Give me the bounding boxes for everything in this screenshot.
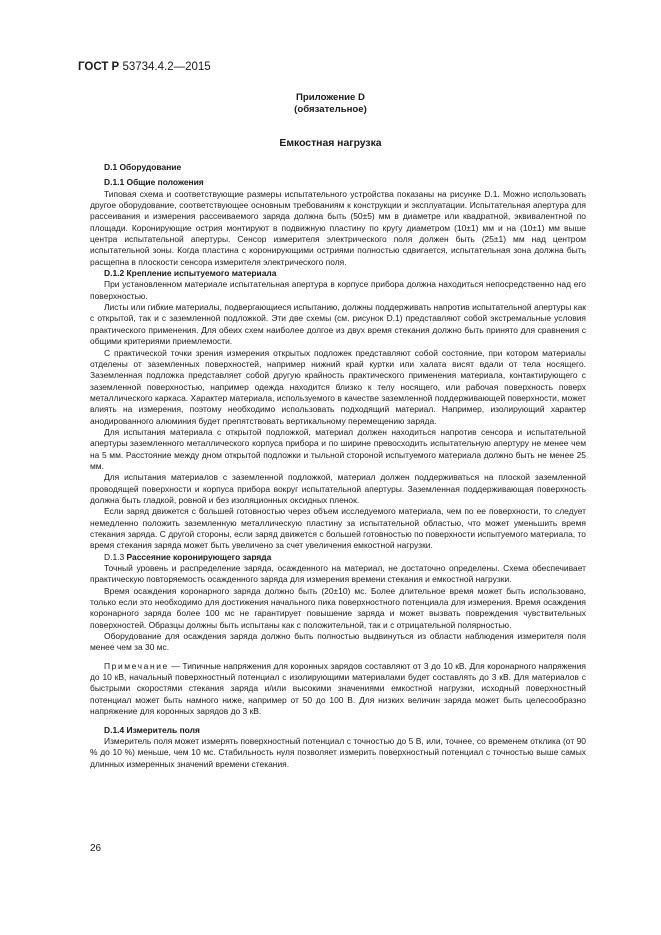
paragraph: Оборудование для осаждения заряда должно быть полностью выдвинуться из области наблюдения измерителя поля менее чем за 30 мс.	[90, 631, 586, 653]
paragraph: Точный уровень и распределение заряда, осажденного на материал, не достаточно определены. Схема обеспечивает практическую повторяемость осажденного заряда для измерения времени стекания и емкостной нагрузки.	[90, 563, 586, 585]
paragraph: Листы или гибкие материалы, подвергающиеся испытанию, должны поддерживать напротив испытательной апертуры как с открытой, так и с заземленной подложкой. Эти две схемы (см. рисунок D.1) представляют собой экстремальные условия практического применения. Для обеих схем наиболее долгое из двух время стекания должно быть принято для сравнения с общими критериями приемлемости.	[90, 302, 586, 347]
note-label: Примечание	[104, 660, 169, 671]
paragraph: Время осаждения коронарного заряда должно быть (20±10) мс. Более длительное время может быть использовано, только если это необходимо для достижения начального пика поверхностного потенциала для измерения. Время осаждения коронарного заряда более 100 мс не гарантирует повышение заряда и может вызвать повреждения чувствительных поверхностей. Образцы должны быть испытаны как с положительной, так и с отрицательной полярностью.	[90, 585, 586, 630]
section-heading: D.1.1 Общие положения	[104, 177, 204, 188]
subsection-number: D.1.4	[104, 724, 125, 735]
note	[90, 661, 586, 718]
note-text: — Типичные напряжения для коронных зарядов составляют от 3 до 10 кВ. Для коронарного напряжения до 10 кВ, начальный поверхностный потенциал с изолирующими материалами будет составлять до 3 кВ. Для материалов с быстрыми скоростями стекания заряда и/или высокими значениями емкостной нагрузки, исходный поверхностный потенциал может быть намного ниже, например от 50 до 100 В. Для низких величин заряда может быть целесообразно напряжение для коронных зарядов до 3 кВ.	[90, 660, 586, 717]
subsection-heading	[90, 725, 586, 736]
paragraph: Для испытания материала с открытой подложкой, материал должен находиться напротив сенсора и испытательной апертуры заземленного металлического корпуса прибора и по ширине превосходить испытательную апертуру не менее чем на 5 мм. Расстояние между дном открытой подложки и тыльной стороной испытуемого материала должно быть не менее 25 мм.	[90, 426, 586, 471]
subsection-number: D.1.3	[104, 551, 125, 562]
paragraph: Измеритель поля может измерять поверхностный потенциал с точностью до 5 В, или, точнее, со временем отклика (от 90 % до 10 %) меньше, чем 10 мс. Стабильность нуля позволяет измерить поверхностный потенциал с точностью выше самых длинных измеренных значений времени стекания.	[90, 735, 586, 769]
subsection-title: Измеритель поля	[126, 724, 200, 735]
paragraph: Для испытания материалов с заземленной подложкой, материал должен поддерживаться на плоской заземленной проводящей поверхности и корпуса прибора вокруг испытательной апертуры. Заземленная поддерживающая поверхность должна быть гладкой, ровной и без изоляционных оксидных пленок.	[90, 472, 586, 505]
subsection-number: D.1.2	[104, 268, 125, 279]
annex-label: Приложение D	[296, 92, 365, 103]
page-header	[78, 61, 211, 73]
document-body	[90, 162, 586, 770]
page-number: 26	[90, 843, 102, 854]
standard-number: 53734.4.2—2015	[122, 61, 211, 73]
subsection-heading	[90, 552, 586, 563]
annex-title: Емкостная нагрузка	[279, 138, 382, 149]
subsection-heading	[90, 268, 586, 279]
standard-prefix: ГОСТ Р	[78, 61, 120, 73]
annex-status: (обязательное)	[294, 104, 367, 115]
paragraph: Если заряд движется с большей готовностью через объем исследуемого материала, чем по ее поверхности, то следует немедленно положить заземленную металлическую пластину за испытательной областью, что может уменьшить время стекания заряда. С другой стороны, если заряд движется с большей готовностью по поверхности испытуемого материала, то время стекания заряда может быть увеличено за счет увеличения емкостной нагрузки.	[90, 506, 586, 551]
subsection-title: Рассеяние коронирующего заряда	[126, 551, 272, 562]
paragraph: При установленном материале испытательная апертура в корпусе прибора должна находиться непосредственно над его поверхностью.	[90, 279, 586, 301]
paragraph: С практической точки зрения измерения открытых подложек представляют собой состояние, при котором материалы отделены от заземленных поверхностей, например нижний край куртки или халата висят вдали от тела носящего. Заземленная подложка представляет собой другую крайность практического применения материала, контактирующего с заземленной поверхностью, например одежда находится близко к телу носящего, или рабочая поверхность поверх металлического каркаса. Характер материала, используемого в качестве заземленной поддерживающей поверхности, может влиять на измерения, поэтому необходимо использовать подходящий материал. Например, изолирующий характер анодированного алюминия будет препятствовать вертикальному перемещению заряда.	[90, 347, 586, 426]
paragraph: Типовая схема и соответствующие размеры испытательного устройства показаны на рисунке D.1. Можно использовать другое оборудование, соответствующее основным требованиям к конструкции и эксплуатации. Испытательная апертура для рассеивания и измерения рассеиваемого заряда должна быть (50±5) мм в диаметре или квадратной, эквивалентной по площади. Коронирующие острия монтируют в подвижную пластину по кругу диаметром (10±1) мм и на (10±1) мм выше центра испытательной апертуры. Сенсор измерителя электрического поля должен быть (25±1) мм над центром испытательной зоны. Когда пластина с коронирующими остриями полностью сдвигается, испытательная зона должна быть расщепна в плоскости сенсора измерителя электрического поля.	[90, 188, 586, 267]
section-heading: D.1 Оборудование	[104, 162, 182, 172]
subsection-title: Крепление испытуемого материала	[126, 268, 277, 279]
